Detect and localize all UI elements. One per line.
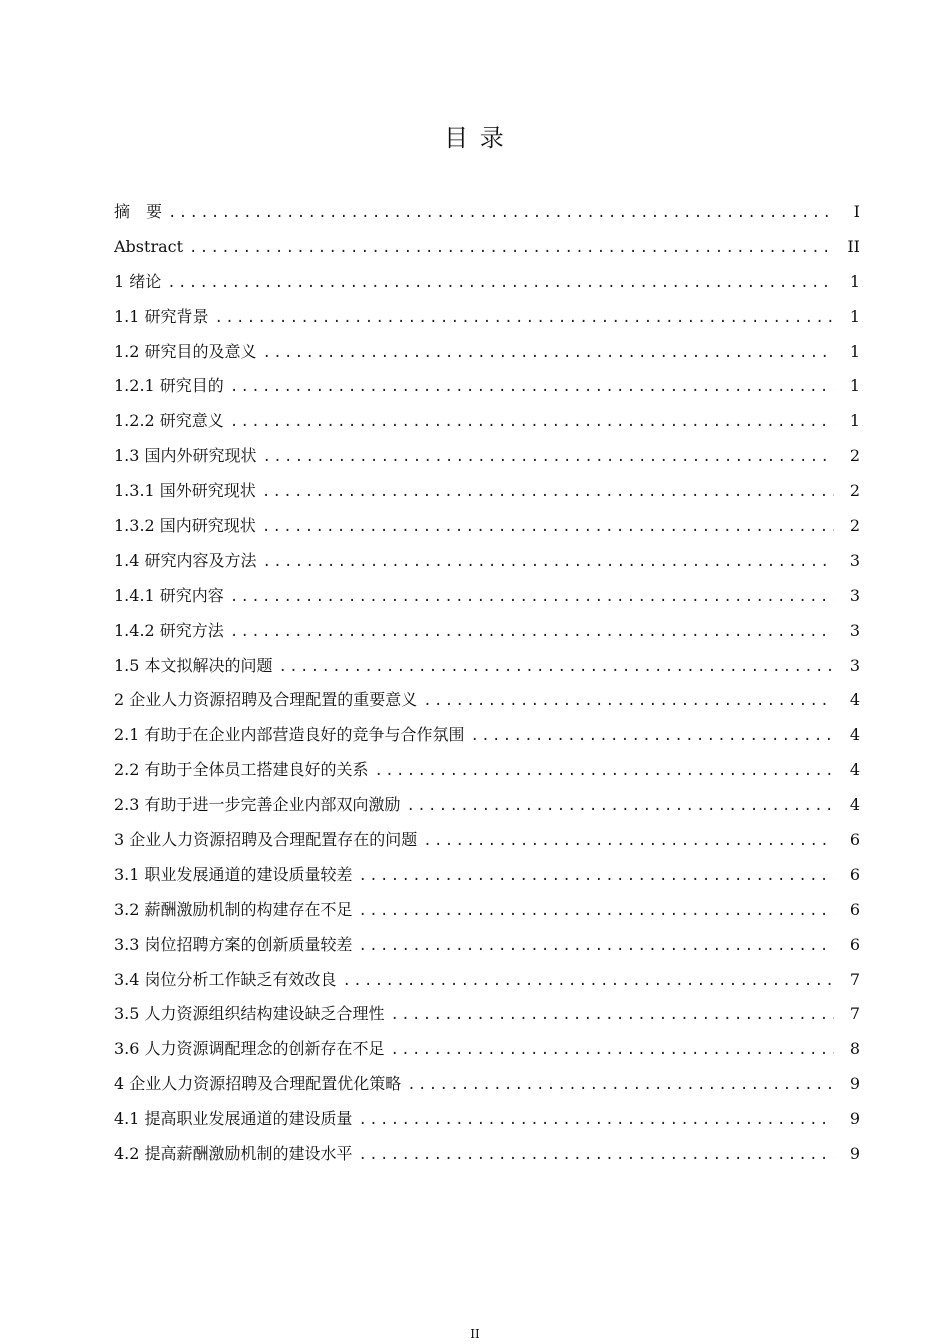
dot-leader — [263, 336, 834, 370]
toc-entry[interactable] — [114, 1067, 860, 1102]
toc-entry[interactable] — [114, 893, 860, 928]
dot-leader — [359, 894, 834, 928]
dot-leader — [263, 440, 834, 474]
toc-entry-title: 3.2 薪酬激励机制的构建存在不足 — [114, 899, 353, 919]
toc-entry[interactable] — [114, 300, 860, 335]
toc-entry-page: 7 — [849, 1004, 860, 1024]
toc-entry-page: 2 — [849, 481, 860, 501]
dot-leader — [423, 824, 834, 858]
toc-entry-page: 1 — [849, 376, 860, 396]
toc-entry-title: 2.3 有助于进一步完善企业内部双向激励 — [114, 795, 401, 815]
toc-entry-page: 3 — [849, 550, 860, 570]
toc-entry[interactable] — [114, 858, 860, 893]
toc-entry-page: 7 — [849, 969, 860, 989]
toc-entry-page: 9 — [849, 1074, 860, 1094]
toc-entry-page: 3 — [849, 585, 860, 605]
toc-entry[interactable] — [114, 439, 860, 474]
toc-entry-title: 1.2.1 研究目的 — [114, 376, 224, 396]
toc-entry[interactable] — [114, 753, 860, 788]
toc-entry-page: 6 — [849, 864, 860, 884]
toc-entry[interactable] — [114, 369, 860, 404]
toc-entry-title: 4.1 提高职业发展通道的建设质量 — [114, 1109, 353, 1129]
toc-entry[interactable] — [114, 1137, 860, 1172]
footer-page-number: II — [470, 1327, 480, 1341]
toc-entry[interactable] — [114, 1032, 860, 1067]
toc-entry[interactable] — [114, 823, 860, 858]
toc-entry[interactable] — [114, 963, 860, 998]
toc-entry-page: 1 — [849, 271, 860, 291]
toc-entry[interactable] — [114, 474, 860, 509]
toc-entry-page: 2 — [849, 446, 860, 466]
toc-entry-title: 1.2.2 研究意义 — [114, 411, 224, 431]
toc-entry-title: 1.3.2 国内研究现状 — [114, 516, 256, 536]
toc-entry-title: 1 绪论 — [114, 271, 162, 291]
toc-entry-title: 1.1 研究背景 — [114, 306, 209, 326]
toc-entry-title: 1.3.1 国外研究现状 — [114, 481, 256, 501]
toc-entry-title: 3.4 岗位分析工作缺乏有效改良 — [114, 969, 337, 989]
toc-entry-page: 9 — [849, 1109, 860, 1129]
page-title: 目 录 — [444, 124, 506, 152]
toc-entry[interactable] — [114, 404, 860, 439]
toc-entry-title: 3.1 职业发展通道的建设质量较差 — [114, 864, 353, 884]
dot-leader — [391, 998, 834, 1032]
toc-entry-title: 2 企业人力资源招聘及合理配置的重要意义 — [114, 690, 418, 710]
dot-leader — [359, 1138, 834, 1172]
dot-leader — [230, 580, 834, 614]
toc-entry-page: 3 — [849, 655, 860, 675]
toc-entry-page: 8 — [849, 1039, 860, 1059]
dot-leader — [263, 545, 834, 579]
toc-entry-title: 2.1 有助于在企业内部营造良好的竞争与合作氛围 — [114, 725, 465, 745]
toc-entry-page: 1 — [849, 306, 860, 326]
dot-leader — [359, 859, 834, 893]
toc-entry-title: 1.4.1 研究内容 — [114, 585, 224, 605]
dot-leader — [407, 1068, 834, 1102]
toc-entry-page: 1 — [849, 341, 860, 361]
toc-entry[interactable] — [114, 997, 860, 1032]
dot-leader — [279, 650, 834, 684]
dot-leader — [423, 684, 834, 718]
table-of-contents — [114, 195, 860, 1172]
toc-entry[interactable] — [114, 230, 860, 265]
dot-leader — [168, 196, 834, 230]
toc-entry-page: 3 — [849, 620, 860, 640]
toc-entry[interactable] — [114, 649, 860, 684]
toc-entry-title: 3 企业人力资源招聘及合理配置存在的问题 — [114, 830, 418, 850]
toc-entry[interactable] — [114, 335, 860, 370]
dot-leader — [375, 754, 834, 788]
dot-leader — [262, 510, 834, 544]
dot-leader — [167, 266, 834, 300]
toc-entry-title: 1.4 研究内容及方法 — [114, 550, 257, 570]
dot-leader — [471, 719, 834, 753]
toc-entry-title: 4 企业人力资源招聘及合理配置优化策略 — [114, 1074, 402, 1094]
toc-entry[interactable] — [114, 788, 860, 823]
toc-entry-title: 摘 要 — [114, 202, 163, 221]
toc-entry-page: 6 — [849, 830, 860, 850]
toc-entry-page: 4 — [849, 795, 860, 815]
toc-entry-title: 1.3 国内外研究现状 — [114, 446, 257, 466]
toc-entry-page: 4 — [849, 760, 860, 780]
toc-entry-title: Abstract — [114, 236, 184, 256]
toc-entry[interactable] — [114, 544, 860, 579]
dot-leader — [359, 1103, 834, 1137]
toc-entry-title: 1.2 研究目的及意义 — [114, 341, 257, 361]
dot-leader — [343, 964, 834, 998]
toc-entry[interactable] — [114, 195, 860, 230]
toc-entry[interactable] — [114, 683, 860, 718]
dot-leader — [230, 615, 834, 649]
dot-leader — [189, 231, 834, 265]
toc-entry-page: I — [853, 202, 860, 221]
dot-leader — [407, 789, 834, 823]
toc-entry-page: 2 — [849, 516, 860, 536]
toc-entry[interactable] — [114, 509, 860, 544]
toc-entry-page: 6 — [849, 934, 860, 954]
toc-entry-page: 9 — [849, 1144, 860, 1164]
toc-entry-title: 3.5 人力资源组织结构建设缺乏合理性 — [114, 1004, 385, 1024]
toc-entry-title: 1.5 本文拟解决的问题 — [114, 655, 273, 675]
toc-entry-page: 6 — [849, 899, 860, 919]
toc-entry-title: 1.4.2 研究方法 — [114, 620, 224, 640]
dot-leader — [359, 929, 834, 963]
toc-entry-page: 4 — [849, 690, 860, 710]
toc-entry-title: 2.2 有助于全体员工搭建良好的关系 — [114, 760, 369, 780]
toc-entry-title: 4.2 提高薪酬激励机制的建设水平 — [114, 1144, 353, 1164]
toc-entry-title: 3.6 人力资源调配理念的创新存在不足 — [114, 1039, 385, 1059]
toc-entry-title: 3.3 岗位招聘方案的创新质量较差 — [114, 934, 353, 954]
dot-leader — [215, 301, 834, 335]
toc-entry[interactable] — [114, 265, 860, 300]
dot-leader — [230, 405, 834, 439]
dot-leader — [230, 370, 834, 404]
toc-entry-page: 4 — [849, 725, 860, 745]
toc-entry[interactable] — [114, 614, 860, 649]
dot-leader — [262, 475, 834, 509]
toc-entry[interactable] — [114, 579, 860, 614]
toc-entry-page: II — [847, 236, 860, 256]
toc-entry[interactable] — [114, 1102, 860, 1137]
toc-entry-page: 1 — [849, 411, 860, 431]
toc-entry[interactable] — [114, 718, 860, 753]
dot-leader — [391, 1033, 834, 1067]
toc-entry[interactable] — [114, 928, 860, 963]
